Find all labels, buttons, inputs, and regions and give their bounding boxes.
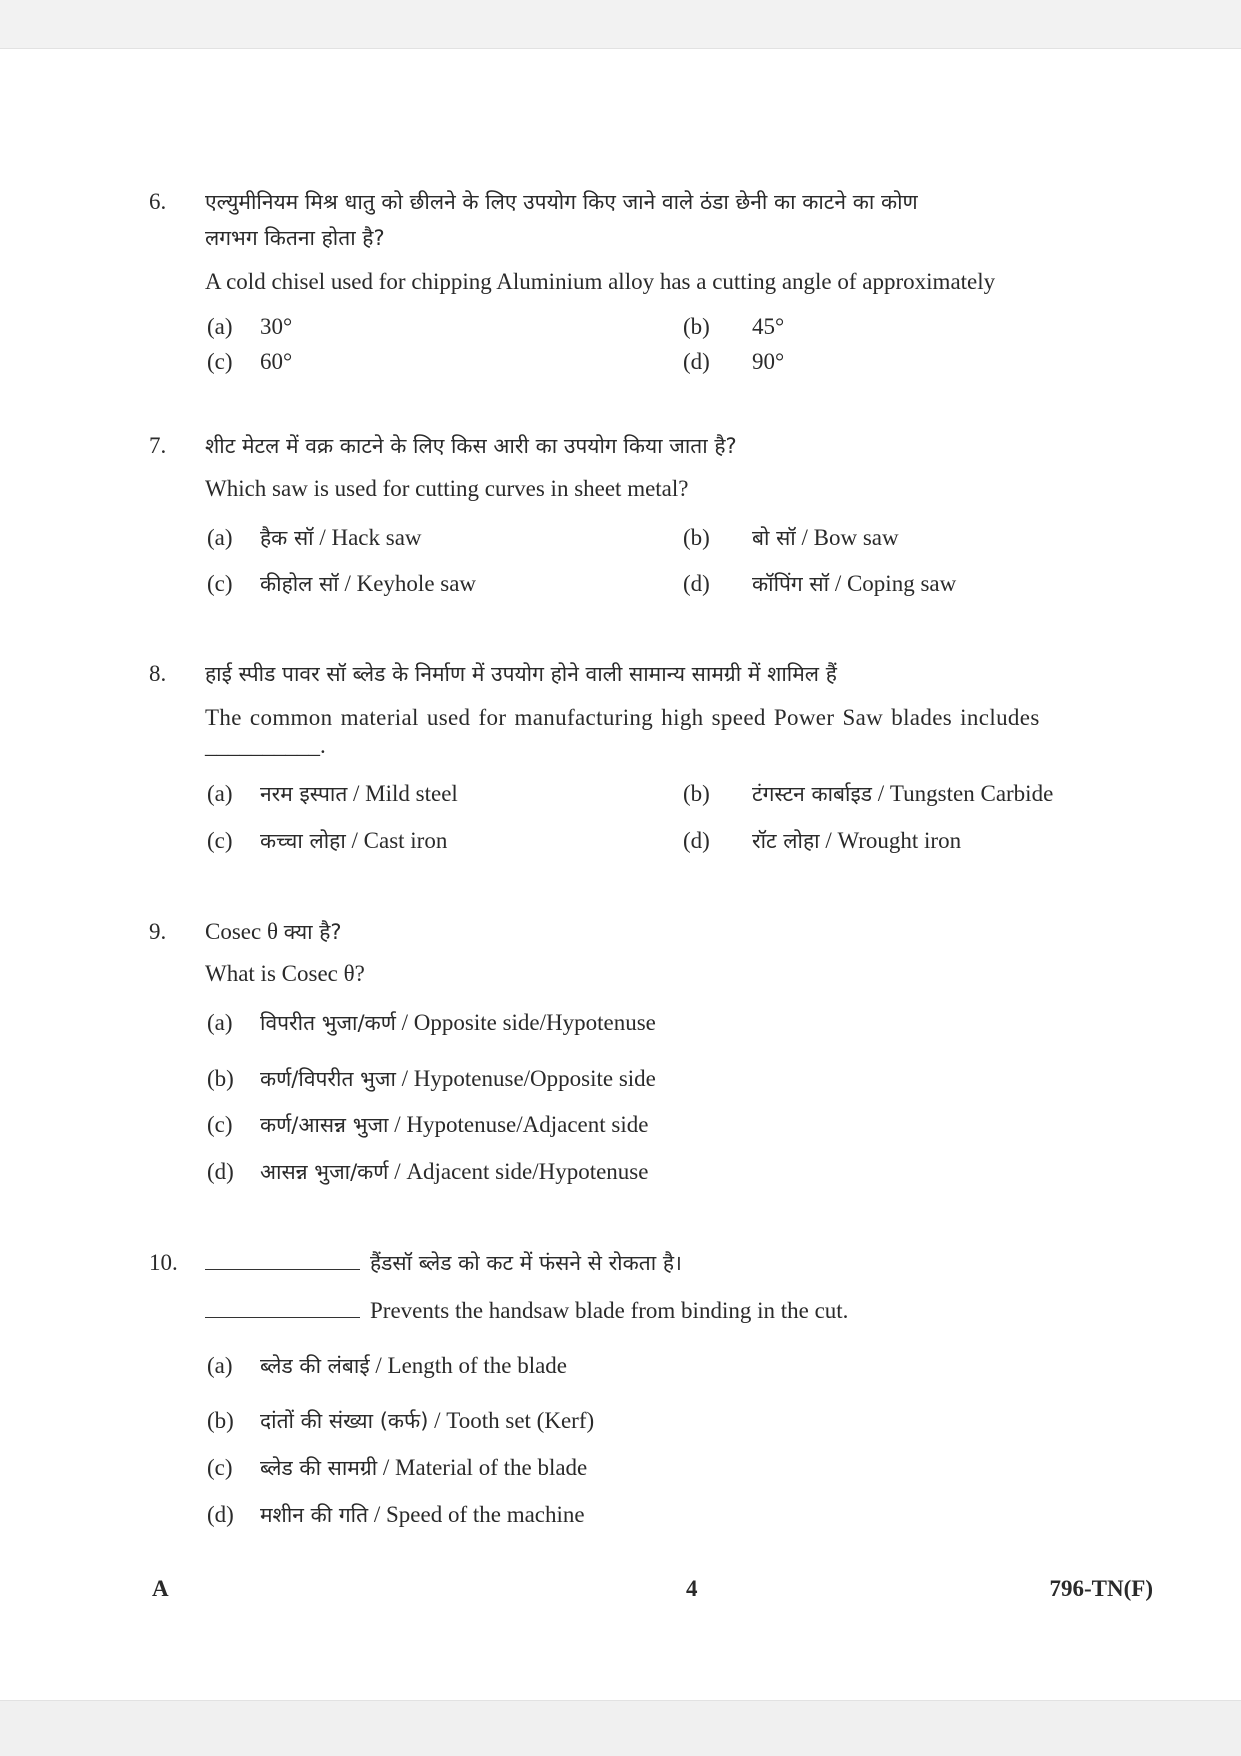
question-hindi: क्या है? [283, 920, 342, 944]
option-hindi: टंगस्टन कार्बाइड [752, 782, 873, 806]
question-number: 7. [149, 433, 167, 458]
option-hindi: कॉपिंग सॉ [752, 572, 830, 596]
option-text: 30° [260, 314, 293, 339]
option-label: (c) [207, 1455, 233, 1480]
option-english: / Mild steel [353, 781, 458, 806]
paper-code: 796-TN(F) [1049, 1576, 1153, 1601]
option-english: / Tooth set (Kerf) [434, 1408, 595, 1433]
question-text-hindi: शीट मेटल में वक्र काटने के लिए किस आरी का उपयोग किया जाता है? [205, 434, 737, 458]
option-english: / Hack saw [319, 525, 422, 550]
option-english: / Keyhole saw [344, 571, 477, 596]
answer-blank [205, 1249, 360, 1270]
option-label: (a) [207, 525, 233, 550]
question-text-hindi [205, 918, 342, 946]
option-hindi: विपरीत भुजा/कर्ण [260, 1011, 396, 1035]
question-number: 6. [149, 189, 167, 214]
option-hindi: नरम इस्पात [260, 782, 348, 806]
option-label: (d) [207, 1502, 234, 1527]
option-text [260, 780, 458, 808]
option-text [752, 780, 1053, 808]
question-number: 8. [149, 661, 167, 686]
option-text [260, 1501, 585, 1529]
question-text-english: A cold chisel used for chipping Aluminium alloy has a cutting angle of approximately [205, 269, 996, 294]
option-text [752, 524, 899, 552]
option-text: 45° [752, 314, 785, 339]
option-text [260, 1065, 656, 1093]
option-label: (d) [683, 571, 710, 596]
option-hindi: ब्लेड की लंबाई [260, 1354, 370, 1378]
option-english: / Hypotenuse/Adjacent side [394, 1112, 649, 1137]
question-text-english: The common material used for manufacturing high speed Power Saw blades includes [205, 705, 1040, 730]
option-text [260, 1009, 656, 1037]
booklet-series: A [152, 1576, 169, 1601]
option-label: (a) [207, 1353, 233, 1378]
option-label: (b) [683, 781, 710, 806]
option-label: (a) [207, 314, 233, 339]
option-text: 90° [752, 349, 785, 374]
option-text [752, 570, 956, 598]
question-text-hindi: लगभग कितना होता है? [205, 226, 385, 250]
option-english: / Coping saw [834, 571, 957, 596]
option-label: (b) [207, 1066, 234, 1091]
question-text-hindi: हाई स्पीड पावर सॉ ब्लेड के निर्माण में उपयोग होने वाली सामान्य सामग्री में शामिल हैं [205, 662, 837, 686]
option-hindi: हैक सॉ [260, 526, 314, 550]
option-label: (b) [683, 525, 710, 550]
answer-blank: __________. [205, 733, 326, 758]
option-english: / Tungsten Carbide [877, 781, 1054, 806]
option-text [260, 1158, 648, 1186]
option-text [260, 827, 447, 855]
question-number: 10. [149, 1250, 178, 1275]
option-text [752, 827, 961, 855]
question-hindi: हैंडसॉ ब्लेड को कट में फंसने से रोकता है। [370, 1251, 682, 1275]
option-english: / Bow saw [801, 525, 899, 550]
option-english: / Wrought iron [825, 828, 962, 853]
option-label: (c) [207, 571, 233, 596]
option-english: / Speed of the machine [373, 1502, 585, 1527]
option-english: / Length of the blade [375, 1353, 568, 1378]
question-text-hindi [205, 1249, 682, 1277]
option-hindi: कर्ण/विपरीत भुजा [260, 1067, 396, 1091]
question-math: Cosec θ [205, 919, 278, 944]
page-number: 4 [686, 1576, 698, 1601]
option-hindi: कीहोल सॉ [260, 572, 339, 596]
question-text-english: Which saw is used for cutting curves in sheet metal? [205, 476, 689, 501]
option-hindi: आसन्न भुजा/कर्ण [260, 1160, 389, 1184]
option-text [260, 1352, 567, 1380]
question-text-english [205, 1297, 848, 1325]
option-english: / Adjacent side/Hypotenuse [394, 1159, 649, 1184]
option-hindi: ब्लेड की सामग्री [260, 1456, 378, 1480]
question-english: Prevents the handsaw blade from binding in the cut. [370, 1298, 849, 1323]
scan-top-margin [0, 0, 1241, 49]
option-text [260, 1454, 587, 1482]
option-english: / Hypotenuse/Opposite side [401, 1066, 656, 1091]
option-hindi: दांतों की संख्या (कर्फ) [260, 1409, 429, 1433]
option-text [260, 1111, 648, 1139]
option-english: / Material of the blade [382, 1455, 588, 1480]
option-label: (c) [207, 828, 233, 853]
option-english: / Opposite side/Hypotenuse [401, 1010, 656, 1035]
option-label: (c) [207, 349, 233, 374]
option-text [260, 1407, 594, 1435]
option-label: (a) [207, 1010, 233, 1035]
option-label: (d) [683, 828, 710, 853]
option-hindi: रॉट लोहा [752, 829, 820, 853]
option-label: (b) [683, 314, 710, 339]
question-text-hindi: एल्युमीनियम मिश्र धातु को छीलने के लिए उपयोग किए जाने वाले ठंडा छेनी का काटने का कोण [205, 190, 918, 214]
option-hindi: मशीन की गति [260, 1503, 369, 1527]
option-label: (a) [207, 781, 233, 806]
question-text-english: What is Cosec θ? [205, 961, 365, 986]
option-text [260, 524, 422, 552]
option-label: (c) [207, 1112, 233, 1137]
option-label: (d) [683, 349, 710, 374]
option-hindi: कच्चा लोहा [260, 829, 346, 853]
option-english: / Cast iron [351, 828, 448, 853]
scan-bottom-margin [0, 1700, 1241, 1756]
option-hindi: कर्ण/आसन्न भुजा [260, 1113, 389, 1137]
option-label: (b) [207, 1408, 234, 1433]
answer-blank [205, 1297, 360, 1318]
option-label: (d) [207, 1159, 234, 1184]
option-text [260, 570, 476, 598]
option-text: 60° [260, 349, 293, 374]
question-number: 9. [149, 919, 167, 944]
option-hindi: बो सॉ [752, 526, 796, 550]
